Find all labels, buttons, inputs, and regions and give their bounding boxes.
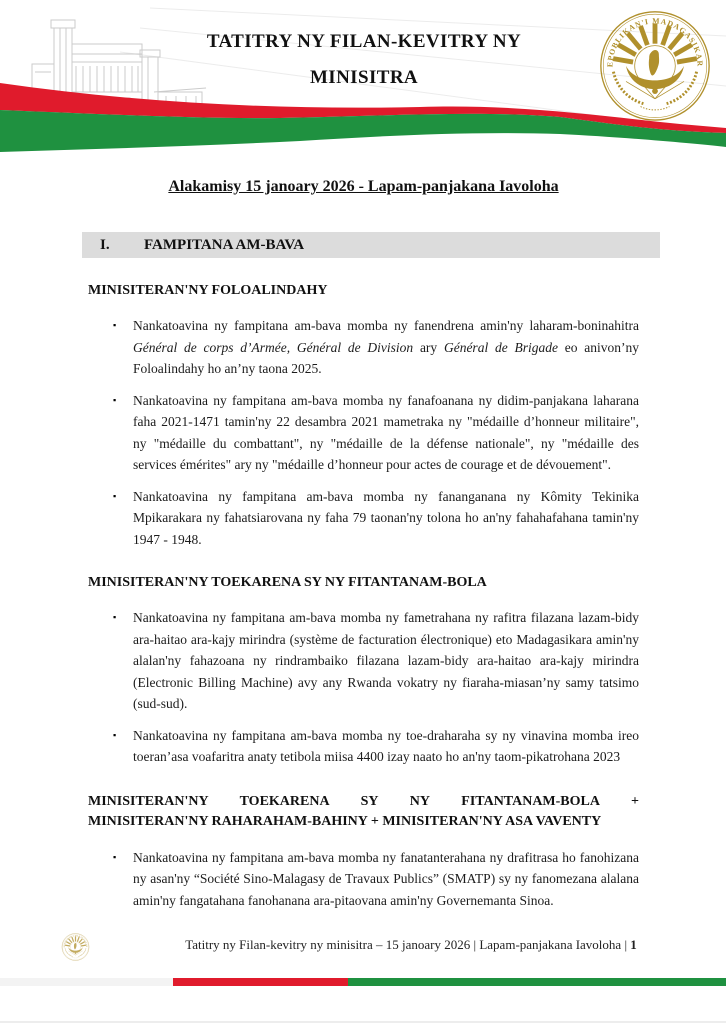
bullet-item — [88, 847, 639, 912]
ministry-heading: MINISITERAN'NY TOEKARENA SY NY FITANTANAM-BOLA — [88, 575, 487, 590]
ministry-section — [88, 792, 639, 912]
bullet-square-icon: ▪ — [113, 612, 117, 622]
ministry-heading-line: MINISITERAN'NY RAHARAHAM-BAHINY + MINISITERAN'NY ASA VAVENTY — [88, 813, 602, 829]
bullet-text: Nankatoavina ny fampitana am-bava momba ny fananganana ny Kômity Tekinika Mpikarakara ny fahatsiarovana ny faha 79 taonan'ny tolona ho an'ny fahahafahana tamin'ny 1947 - 1948. — [133, 488, 639, 547]
date-heading: Alakamisy 15 janoary 2026 - Lapam-panjakana Iavoloha — [168, 178, 559, 195]
document-title-line2: MINISITRA — [309, 67, 419, 88]
bullet-item — [88, 607, 639, 715]
bullet-item — [88, 390, 639, 476]
document-body — [88, 176, 639, 921]
ministry-heading: MINISITERAN'NY FOLOALINDAHY — [88, 283, 328, 298]
bullet-text: Nankatoavina ny fampitana am-bava momba ny fanendrena amin'ny laharam-boninahitra Général de corps d’Armée, Général de Division ary Général de Brigade eo anivon’ny Foloalindahy ho an’ny taona 2025. — [133, 318, 639, 376]
bullet-text: Nankatoavina ny fampitana am-bava momba ny fanafoanana ny didim-panjakana laharana faha 2021-1471 tamin'ny 22 desambra 2021 mametraka ny "médaille d’honneur militaire", ny "médaille du combattant", ny "médaille de la défense nationale", ny "médaille des services émérites" ary ny "médaille d’honneur pour actes de courage et de dévouement". — [133, 392, 639, 472]
bullet-square-icon: ▪ — [113, 729, 117, 740]
bottom-bar-green — [348, 978, 726, 986]
bullet-square-icon: ▪ — [113, 394, 117, 405]
footer-seal-icon — [61, 932, 90, 961]
ministry-sections — [88, 282, 639, 911]
footer-caption: Tatitry ny Filan-kevitry ny minisitra – 15 janoary 2026 | Lapam-panjakana Iavoloha | — [185, 937, 628, 952]
bottom-bar-gray — [0, 978, 173, 986]
ministry-section — [88, 282, 639, 550]
ministry-heading-line: MINISITERAN'NY TOEKARENA SY NY FITANTANAM-BOLA + — [88, 793, 639, 809]
ministry-section — [88, 574, 639, 768]
bottom-bar-red — [173, 978, 348, 986]
bullet-square-icon: ▪ — [113, 490, 117, 501]
flag-ribbon — [0, 0, 726, 170]
section-title: FAMPITANA AM-BAVA — [144, 237, 305, 253]
bullet-square-icon: ▪ — [113, 320, 117, 330]
document-title-line1: TATITRY NY FILAN-KEVITRY NY — [206, 31, 522, 52]
page-bottom-edge — [0, 1021, 726, 1023]
bullet-item — [88, 315, 639, 380]
bullet-text: Nankatoavina ny fampitana am-bava momba ny toe-draharaha sy ny vinavina momba ireo toeran’asa voafaritra anaty tetibola miisa 4400 izay naato ho an'ny taom-pikatrohana 2023 — [133, 727, 639, 764]
bullet-item — [88, 486, 639, 551]
bullet-text: Nankatoavina ny fampitana am-bava momba ny fametrahana ny rafitra filazana lazam-bidy ara-haitao ara-kajy mirindra (système de facturation électronique) eto Madagasikara amin'ny alalan'ny fahazoana ny rindrambaiko filazana lazam-bidy ara-haitao ara-kajy mirindra (Electronic Billing Machine) avy any Rwanda vokatry ny fiaraha-miasan’ny samy tatsimo (sud-sud). — [133, 610, 639, 711]
section-heading-bar — [82, 232, 660, 258]
bullet-item — [88, 725, 639, 768]
bullet-text: Nankatoavina ny fampitana am-bava momba ny fanatanterahana ny drafitrasa ho fanohizana ny asan'ny “Société Sino-Malagasy de Travaux Publics” (SMATP) sy ny fanomezana alalana amin'ny fangatahana fanohanana ara-pitaovana amin'ny Governemanta Sinoa. — [133, 849, 639, 908]
ministry-heading — [88, 792, 639, 832]
section-numeral: I. — [100, 237, 110, 253]
page-number: 1 — [630, 937, 637, 952]
bullet-square-icon: ▪ — [113, 851, 117, 862]
footer-text — [112, 937, 710, 953]
